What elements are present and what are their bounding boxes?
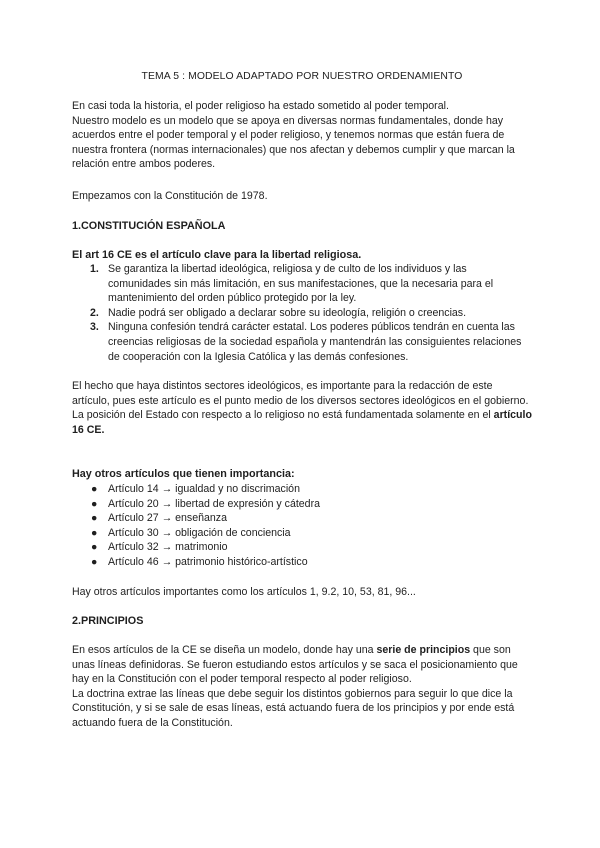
intro-paragraph-1: En casi toda la historia, el poder religioso ha estado sometido al poder temporal. — [72, 100, 449, 112]
list-item — [72, 497, 532, 512]
more-articles-block — [72, 585, 532, 600]
start-line — [72, 189, 532, 204]
list-item-text: Artículo 20 → libertad de expresión y cátedra — [108, 497, 320, 510]
list-item-text: Se garantiza la libertad ideológica, religiosa y de culto de los individuos y las comunidades sin más limitación, en sus manifestaciones, que la necesaria para el mantenimiento del orden público protegido por la ley. — [108, 263, 494, 305]
ideology-paragraph: El hecho que haya distintos sectores ideológicos, es importante para la redacción de este artículo, pues este artículo es el punto medio de los diversos sectores ideológicos en el gobierno. — [72, 380, 529, 407]
list-item-number: 3. — [90, 321, 99, 334]
principles-text-suffix: que son unas líneas definidoras. Se fueron estudiando estos artículos y se saca el posicionamiento que hay en la Constitución con el poder temporal respecto al poder religioso. — [72, 644, 518, 686]
list-item-text: Artículo 27 → enseñanza — [108, 512, 227, 525]
list-item-number: 2. — [90, 306, 99, 319]
section-1-body-block — [72, 379, 532, 437]
start-line-text: Empezamos con la Constitución de 1978. — [72, 190, 268, 202]
bullet-icon: ● — [91, 555, 98, 568]
other-articles-list-block — [72, 482, 532, 570]
list-item-text: Artículo 46 → patrimonio histórico-artístico — [108, 555, 308, 568]
document-title: TEMA 5 : MODELO ADAPTADO POR NUESTRO ORDENAMIENTO — [141, 71, 463, 82]
list-item — [72, 482, 532, 497]
bullet-icon: ● — [91, 497, 98, 510]
article-16-list — [72, 262, 532, 364]
state-position-bold: artículo 16 CE. — [72, 409, 532, 436]
list-item-text: Artículo 32 → matrimonio — [108, 541, 228, 554]
list-item — [72, 511, 532, 526]
section-1-heading-block — [72, 219, 532, 234]
other-articles-heading-block — [72, 467, 532, 482]
intro-paragraph-2: Nuestro modelo es un modelo que se apoya en diversas normas fundamentales, donde hay acuerdos entre el poder temporal y el poder religioso, y tenemos normas que están fuera de nuestra frontera (normas internacionales) que nos afectan y debemos cumplir y que marcan la relación entre ambos poderes. — [72, 114, 515, 171]
list-item — [72, 540, 532, 555]
list-item — [72, 555, 532, 570]
section-2-body-block — [72, 643, 532, 731]
section-2-heading: 2.PRINCIPIOS — [72, 615, 144, 627]
list-item-text: Ninguna confesión tendrá carácter estatal. Los poderes públicos tendrán en cuenta las creencias religiosas de la sociedad española y mantendrán las consiguientes relaciones de cooperación con la Iglesia Católica y las demás confesiones. — [108, 321, 522, 363]
doctrine-paragraph: La doctrina extrae las líneas que debe seguir los distintos gobiernos para seguir lo que dice la Constitución, y si se sale de esas líneas, está actuando fuera de los principios y por ende está actuando fuera de la Constitución. — [72, 687, 515, 729]
more-articles-paragraph: Hay otros artículos importantes como los artículos 1, 9.2, 10, 53, 81, 96... — [72, 586, 416, 598]
list-item — [72, 526, 532, 541]
list-item-text: Artículo 14 → igualdad y no discrimación — [108, 483, 300, 495]
list-item — [72, 306, 532, 321]
other-articles-list — [72, 482, 532, 570]
article-16-lead: El art 16 CE es el artículo clave para la libertad religiosa. — [72, 249, 362, 261]
bullet-icon: ● — [91, 483, 98, 495]
list-item-number: 1. — [90, 263, 99, 275]
intro-block — [72, 99, 532, 172]
state-position-text: La posición del Estado con respecto a lo religioso no está fundamentada solamente en el — [72, 409, 494, 422]
section-2-heading-block — [72, 614, 532, 629]
list-item — [72, 262, 532, 306]
other-articles-heading: Hay otros artículos que tienen importancia: — [72, 468, 295, 480]
principles-paragraph — [72, 643, 532, 687]
section-1-lead-block — [72, 248, 532, 263]
list-item-text: Nadie podrá ser obligado a declarar sobre su ideología, religión o creencias. — [108, 306, 467, 319]
article-16-list-block — [72, 262, 532, 364]
list-item — [72, 320, 532, 364]
bullet-icon: ● — [91, 512, 98, 525]
section-1-heading: 1.CONSTITUCIÓN ESPAÑOLA — [72, 220, 226, 232]
state-position-paragraph — [72, 408, 532, 437]
list-item-text: Artículo 30 → obligación de conciencia — [108, 526, 291, 539]
principles-text-prefix: En esos artículos de la CE se diseña un modelo, donde hay una — [72, 644, 377, 656]
bullet-icon: ● — [91, 526, 98, 539]
principles-bold: serie de principios — [376, 644, 471, 656]
bullet-icon: ● — [91, 541, 98, 554]
